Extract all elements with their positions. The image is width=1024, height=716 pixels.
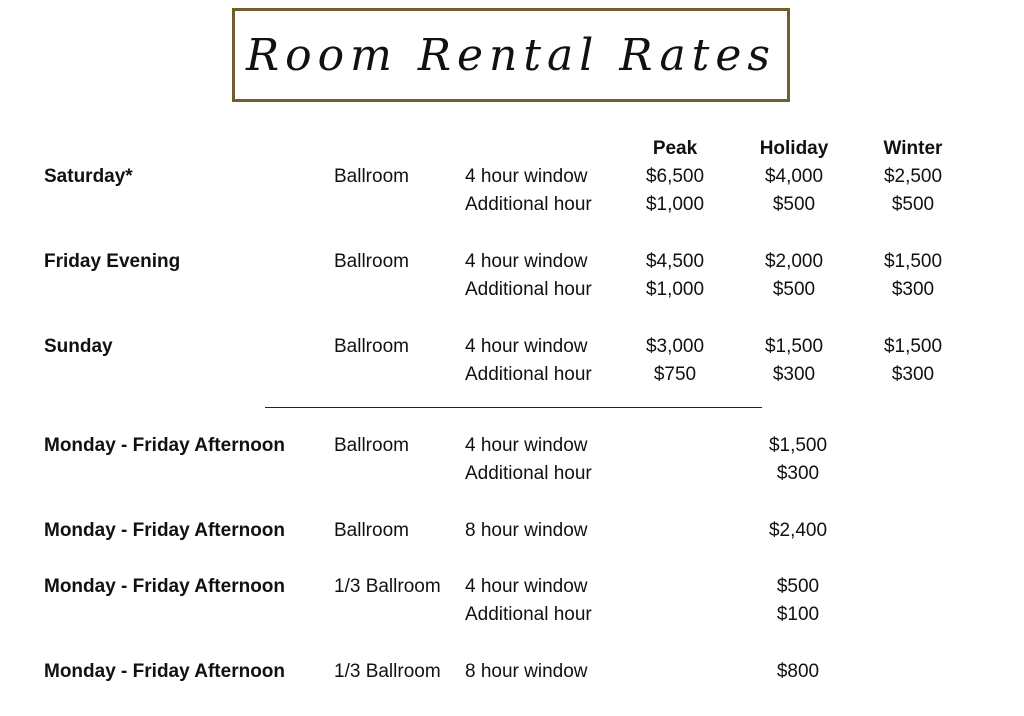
holiday-rate: $1,500: [764, 336, 824, 357]
rate-row: [0, 432, 1024, 460]
holiday-rate: $500: [772, 279, 816, 300]
rate-row: [0, 601, 1024, 629]
duration-label: Additional hour: [465, 463, 592, 484]
rate-row: [0, 333, 1024, 361]
rate-row: [0, 248, 1024, 276]
duration-label: 8 hour window: [465, 661, 588, 682]
duration-label: 4 hour window: [465, 251, 588, 272]
holiday-rate: $4,000: [764, 166, 824, 187]
day-label: Saturday*: [44, 166, 133, 187]
header-winter: Winter: [883, 138, 943, 159]
flat-rate: $300: [776, 463, 820, 484]
room-label: 1/3 Ballroom: [334, 576, 441, 597]
day-label: Monday - Friday Afternoon: [44, 576, 286, 597]
room-label: Ballroom: [334, 520, 409, 541]
day-label: Monday - Friday Afternoon: [44, 661, 286, 682]
rate-row: [0, 276, 1024, 304]
rate-row: [0, 191, 1024, 219]
duration-label: Additional hour: [465, 364, 592, 385]
peak-rate: $1,000: [645, 279, 705, 300]
day-label: Monday - Friday Afternoon: [44, 435, 286, 456]
rate-row: [0, 460, 1024, 488]
section-divider: [265, 407, 762, 408]
rate-row: [0, 658, 1024, 686]
rate-row: [0, 361, 1024, 389]
flat-rate: $1,500: [768, 435, 828, 456]
room-label: Ballroom: [334, 251, 409, 272]
rate-row: [0, 517, 1024, 545]
holiday-rate: $2,000: [764, 251, 824, 272]
header-peak: Peak: [652, 138, 698, 159]
header-holiday: Holiday: [759, 138, 829, 159]
duration-label: Additional hour: [465, 604, 592, 625]
duration-label: 4 hour window: [465, 576, 588, 597]
day-label: Monday - Friday Afternoon: [44, 520, 286, 541]
flat-rate: $100: [776, 604, 820, 625]
peak-rate: $6,500: [645, 166, 705, 187]
rate-header-row: [0, 135, 1024, 163]
duration-label: 4 hour window: [465, 336, 588, 357]
peak-rate: $1,000: [645, 194, 705, 215]
peak-rate: $750: [653, 364, 697, 385]
room-label: Ballroom: [334, 435, 409, 456]
flat-rate: $2,400: [768, 520, 828, 541]
winter-rate: $500: [891, 194, 935, 215]
room-label: Ballroom: [334, 166, 409, 187]
holiday-rate: $300: [772, 364, 816, 385]
title-box: [232, 8, 790, 102]
duration-label: Additional hour: [465, 194, 592, 215]
holiday-rate: $500: [772, 194, 816, 215]
room-label: Ballroom: [334, 336, 409, 357]
room-label: 1/3 Ballroom: [334, 661, 441, 682]
page-title: Room Rental Rates: [246, 29, 776, 81]
day-label: Sunday: [44, 336, 113, 357]
winter-rate: $300: [891, 279, 935, 300]
rate-row: [0, 573, 1024, 601]
peak-rate: $4,500: [645, 251, 705, 272]
winter-rate: $1,500: [883, 251, 943, 272]
day-label: Friday Evening: [44, 251, 181, 272]
duration-label: Additional hour: [465, 279, 592, 300]
duration-label: 4 hour window: [465, 166, 588, 187]
flat-rate: $800: [776, 661, 820, 682]
rate-row: [0, 163, 1024, 191]
winter-rate: $2,500: [883, 166, 943, 187]
duration-label: 4 hour window: [465, 435, 588, 456]
winter-rate: $1,500: [883, 336, 943, 357]
flat-rate: $500: [776, 576, 820, 597]
peak-rate: $3,000: [645, 336, 705, 357]
winter-rate: $300: [891, 364, 935, 385]
duration-label: 8 hour window: [465, 520, 588, 541]
